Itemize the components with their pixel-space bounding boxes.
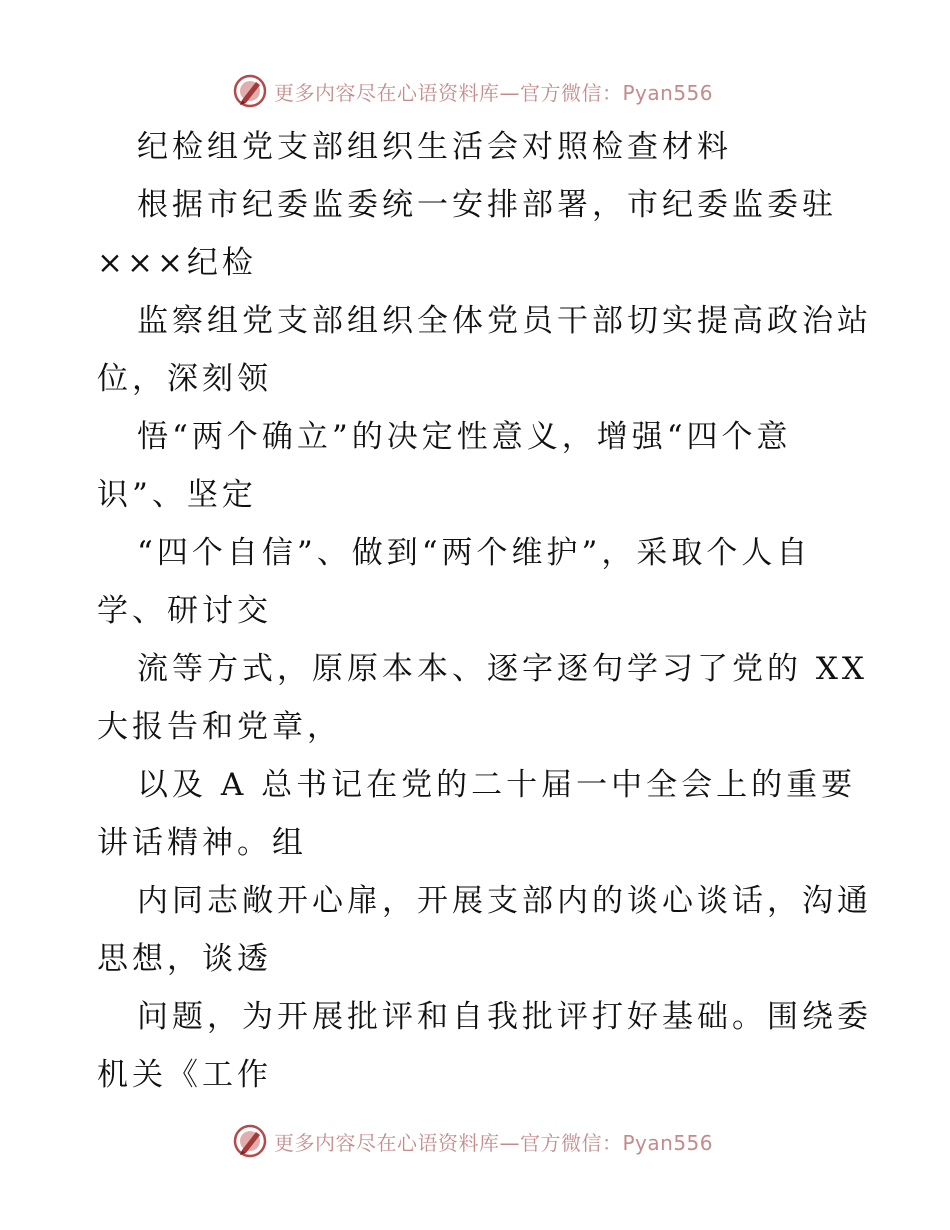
document-line: 识”、坚定 (97, 477, 257, 513)
document-line: 悟“两个确立”的决定性意义，增强“四个意 (137, 419, 792, 455)
footer-watermark (232, 1121, 713, 1161)
document-line: 流等方式，原原本本、逐字逐句学习了党的 XX (137, 651, 868, 687)
document-line: 大报告和党章， (97, 709, 342, 745)
document-line: 学、研讨交 (97, 593, 272, 629)
document-line: 监察组党支部组织全体党员干部切实提高政治站 (137, 303, 872, 339)
document-line: ×××纪检 (97, 245, 257, 281)
pen-nib-seal-icon (232, 1123, 268, 1159)
document-line: 位，深刻领 (97, 361, 272, 397)
watermark-text: 更多内容尽在心语资料库—官方微信：Pyan556 (274, 80, 714, 105)
document-line: “四个自信”、做到“两个维护”，采取个人自 (137, 535, 812, 571)
document-line: 内同志敞开心扉，开展支部内的谈心谈话，沟通 (137, 883, 872, 919)
document-line: 问题，为开展批评和自我批评打好基础。围绕委 (137, 999, 872, 1035)
document-line: 讲话精神。组 (97, 825, 307, 861)
document-line: 纪检组党支部组织生活会对照检查材料 (137, 129, 732, 165)
header-watermark (232, 71, 713, 111)
watermark-text: 更多内容尽在心语资料库—官方微信：Pyan556 (274, 1130, 714, 1155)
document-line: 机关《工作 (97, 1057, 272, 1093)
pen-nib-seal-icon (232, 73, 268, 109)
document-line: 以及 A 总书记在党的二十届一中全会上的重要 (137, 767, 857, 803)
document-line: 根据市纪委监委统一安排部署，市纪委监委驻 (137, 187, 837, 223)
document-body (97, 118, 872, 1104)
document-line: 思想，谈透 (97, 941, 272, 977)
